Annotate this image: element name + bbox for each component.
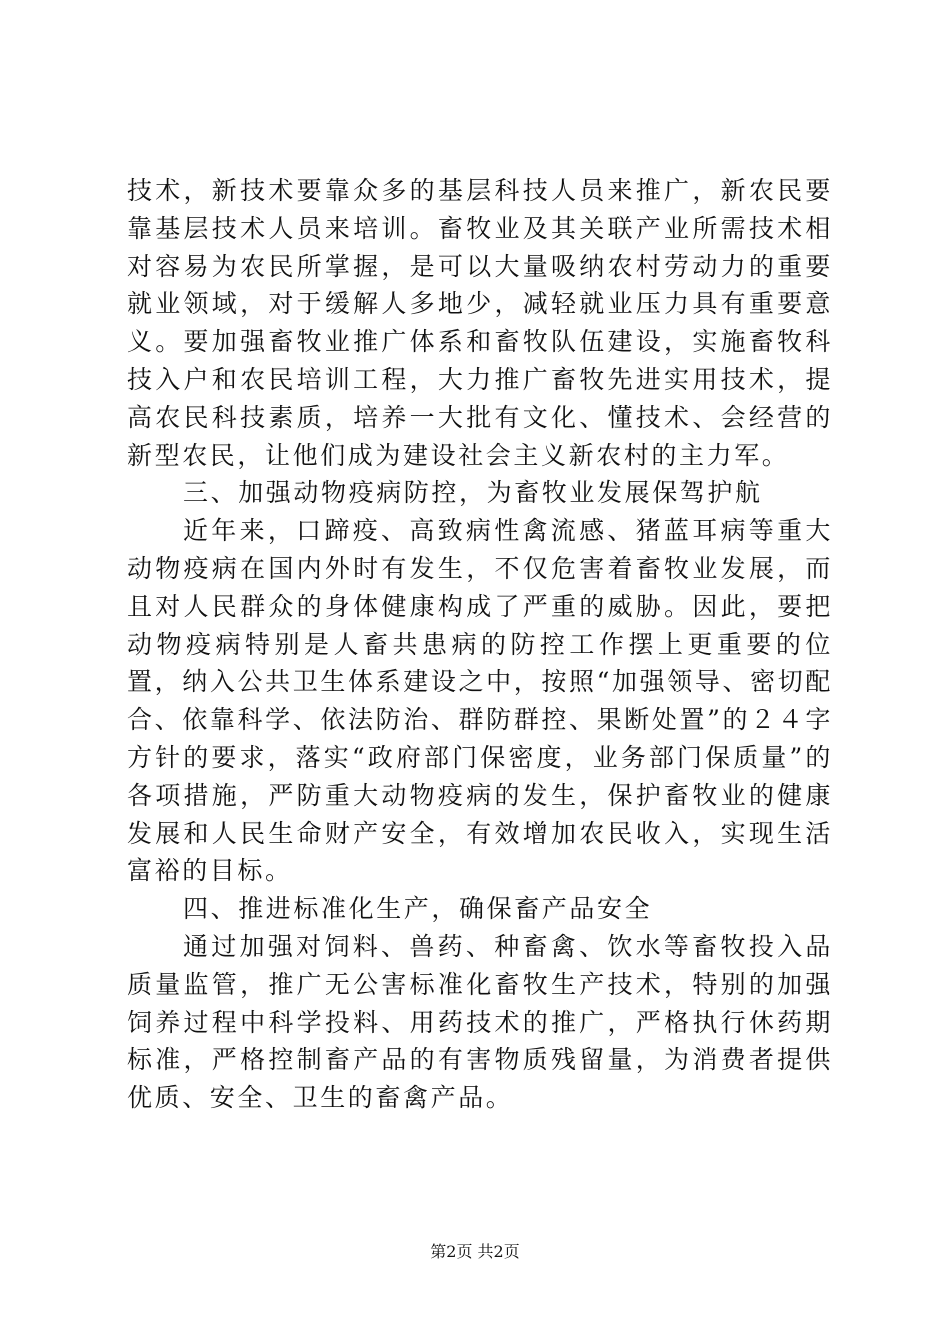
paragraph-standardization: 通过加强对饲料、兽药、种畜禽、饮水等畜牧投入品质量监管，推广无公害标准化畜牧生产技术，特别的加强饲养过程中科学投料、用药技术的推广，严格执行休药期标准，严格控制畜产品的有害物质残留量，为消费者提供优质、安全、卫生的畜禽产品。	[127, 931, 833, 1113]
section-heading-standardization: 四、推进标准化生产，确保畜产品安全	[183, 894, 653, 924]
section-heading-disease-control: 三、加强动物疫病防控，为畜牧业发展保驾护航	[183, 478, 763, 508]
page-number-footer: 第2页 共2页	[430, 1242, 520, 1261]
document-body	[127, 172, 833, 1117]
paragraph-disease-control: 近年来，口蹄疫、高致病性禽流感、猪蓝耳病等重大动物疫病在国内外时有发生，不仅危害着畜牧业发展，而且对人民群众的身体健康构成了严重的威胁。因此，要把动物疫病特别是人畜共患病的防控工作摆上更重要的位置，纳入公共卫生体系建设之中，按照“加强领导、密切配合、依靠科学、依法防治、群防群控、果断处置”的２４字方针的要求，落实“政府部门保密度，业务部门保质量”的各项措施，严防重大动物疫病的发生，保护畜牧业的健康发展和人民生命财产安全，有效增加农民收入，实现生活富裕的目标。	[127, 516, 833, 886]
paragraph-technology-training: 技术，新技术要靠众多的基层科技人员来推广，新农民要靠基层技术人员来培训。畜牧业及其关联产业所需技术相对容易为农民所掌握，是可以大量吸纳农村劳动力的重要就业领域，对于缓解人多地少，减轻就业压力具有重要意义。要加强畜牧业推广体系和畜牧队伍建设，实施畜牧科技入户和农民培训工程，大力推广畜牧先进实用技术，提高农民科技素质，培养一大批有文化、懂技术、会经营的新型农民，让他们成为建设社会主义新农村的主力军。	[127, 176, 833, 470]
